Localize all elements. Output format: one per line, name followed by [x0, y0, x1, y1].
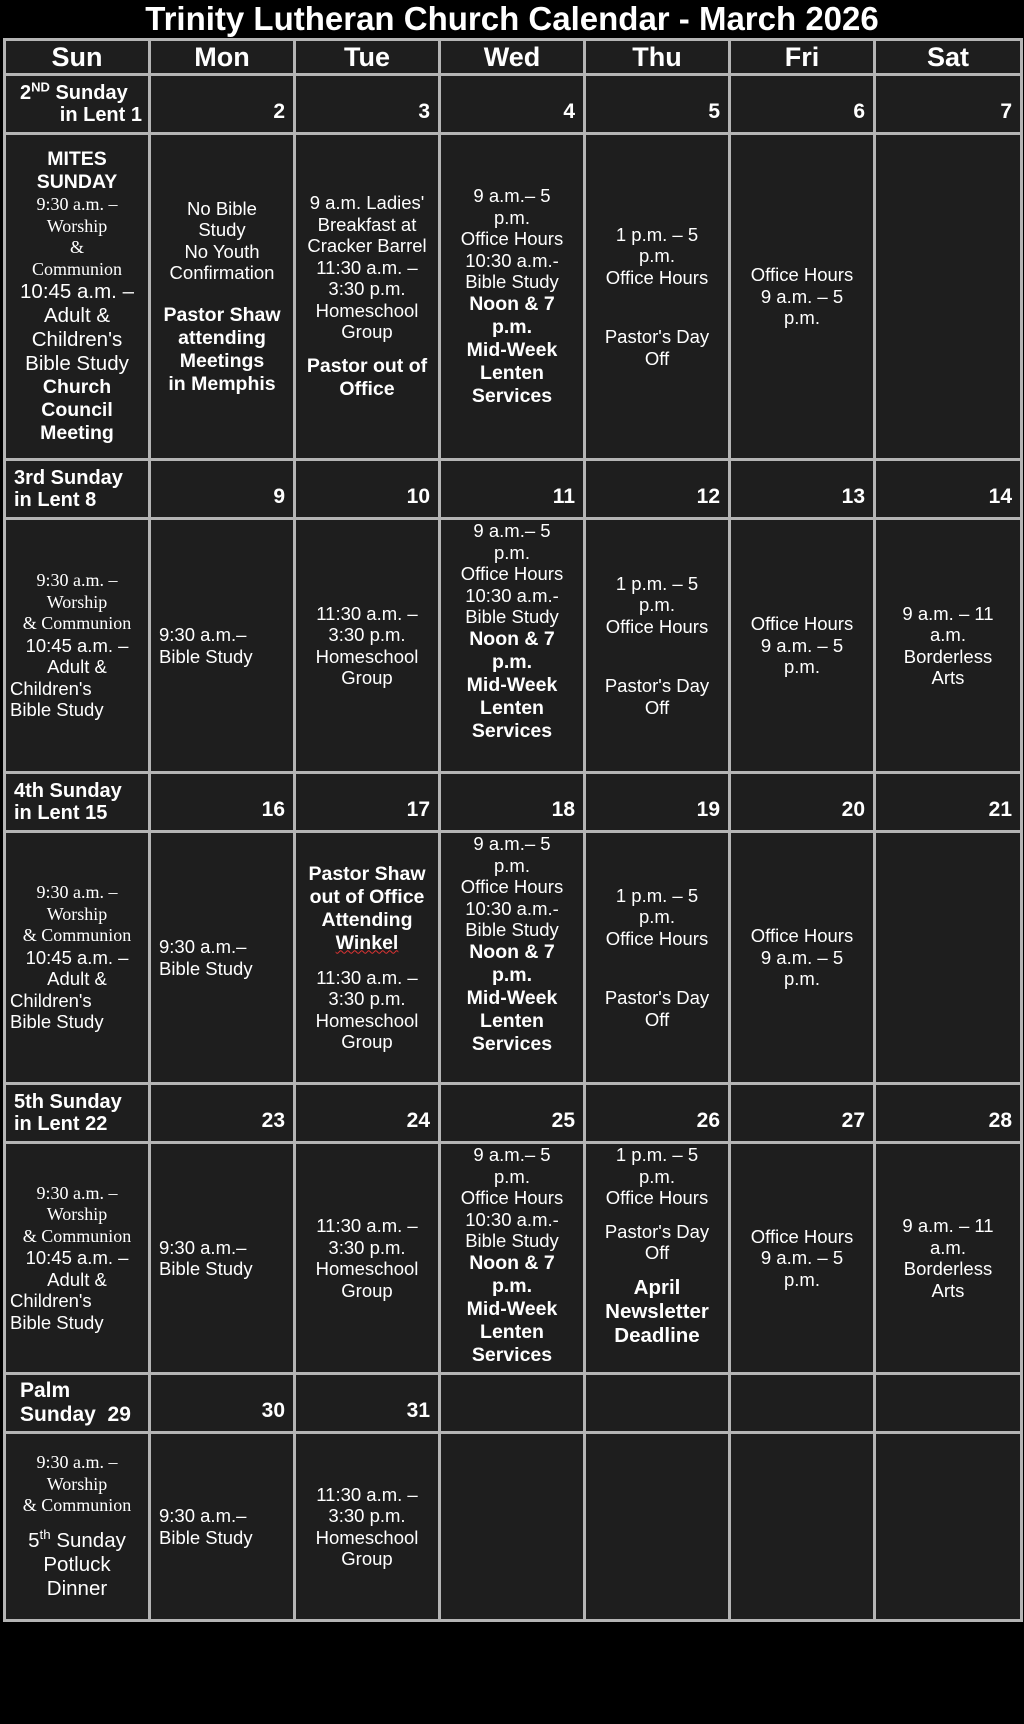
event-line: Children's [10, 677, 92, 699]
day-cell-21 [875, 832, 1022, 1084]
event-line: Bible Study [159, 957, 253, 979]
day-cell-10 [295, 519, 440, 773]
event-line: 10:45 a.m. – [25, 946, 129, 968]
sunday-label [5, 773, 150, 832]
event-line: Meeting [40, 422, 114, 444]
week-4-events [5, 1143, 1022, 1374]
event-line: 9:30 a.m. – [36, 1182, 118, 1203]
event-line: Children's [10, 1290, 92, 1312]
spacer [586, 637, 728, 675]
event-line: 1 p.m. – 5 [615, 572, 699, 594]
event-line: 1 p.m. – 5 [615, 884, 699, 906]
event-line: Cracker Barrel [307, 235, 427, 257]
event-line: Homeschool [315, 1009, 419, 1031]
sunday-label-line2: in Lent 22 [14, 1113, 108, 1135]
day-cell-14 [875, 519, 1022, 773]
event-line: 10:45 a.m. – [25, 1247, 129, 1269]
sunday-label-line1: 4th Sunday [14, 780, 122, 802]
date-number: 9 [150, 460, 295, 519]
date-number: 13 [730, 460, 875, 519]
date-number: 23 [150, 1084, 295, 1143]
event-line: p.m. [784, 307, 820, 329]
event-line: Office Hours [750, 925, 854, 947]
day-cell-empty [440, 1433, 585, 1621]
event-line: Lenten [480, 696, 544, 719]
day-cell-2 [150, 134, 295, 460]
event-line: & Communion [22, 925, 132, 946]
day-cell-19 [585, 832, 730, 1084]
event-line: Lenten [480, 1009, 544, 1032]
event-line: Office Hours [750, 1225, 854, 1247]
event-line: 3:30 p.m. [328, 624, 406, 645]
event-line: Office Hours [460, 228, 564, 250]
day-cell-3 [295, 134, 440, 460]
date-number: 16 [150, 773, 295, 832]
event-line: 11:30 a.m. – [316, 256, 418, 278]
event-line: p.m. [494, 1165, 530, 1187]
sunday-label-line1: Palm [20, 1379, 71, 1402]
event-line: Pastor's Day [604, 1220, 710, 1242]
date-number: 31 [295, 1374, 440, 1433]
event-line: Office Hours [460, 876, 564, 897]
event-line: Bible Study [10, 1011, 104, 1033]
event-line: 5th Sunday [28, 1526, 126, 1552]
day-cell-23 [150, 1143, 295, 1374]
event-line: Group [341, 1279, 393, 1301]
event-line: 9 a.m. – 11 [902, 1215, 994, 1236]
event-line: a.m. [930, 624, 966, 645]
event-line: Office Hours [605, 266, 709, 288]
event-line: 9 a.m.– 5 [473, 520, 551, 541]
event-line: 9 a.m.– 5 [473, 833, 551, 854]
event-line: Noon & 7 [469, 1251, 555, 1274]
event-line: Mid-Week [466, 1297, 558, 1320]
date-number: 2 [150, 75, 295, 134]
sunday-label [5, 460, 150, 519]
week-5-dates [5, 1374, 1022, 1433]
day-cell-6 [730, 134, 875, 460]
event-line: Adult & [47, 656, 107, 678]
day-cell-9 [150, 519, 295, 773]
day-cell-20 [730, 832, 875, 1084]
weekday-tue: Tue [295, 40, 440, 75]
event-line: p.m. [494, 541, 530, 563]
event-line: 9 a.m. – 5 [760, 1247, 844, 1269]
event-line: 9:30 a.m. – [36, 1452, 118, 1473]
event-line: 11:30 a.m. – [316, 966, 418, 988]
day-cell-11 [440, 519, 585, 773]
event-line: p.m. [784, 968, 820, 990]
spacer [6, 1517, 148, 1529]
event-line: Worship [46, 591, 108, 612]
spacer [586, 288, 728, 326]
event-line: Bible Study [159, 1258, 253, 1279]
event-line: p.m. [494, 854, 530, 876]
event-line: 10:30 a.m.- [465, 249, 559, 271]
day-cell-16 [150, 832, 295, 1084]
event-line: SUNDAY [36, 171, 118, 193]
event-line: Children's [31, 328, 123, 351]
week-1-dates [5, 75, 1022, 134]
day-cell-empty [730, 1433, 875, 1621]
weekday-thu: Thu [585, 40, 730, 75]
event-line: Group [341, 1548, 393, 1569]
day-cell-18 [440, 832, 585, 1084]
spacer [151, 284, 293, 304]
date-number: 4 [440, 75, 585, 134]
spacer [586, 1209, 728, 1221]
event-line: Adult & [47, 1268, 107, 1290]
week-4-dates [5, 1084, 1022, 1143]
event-line: Homeschool [315, 1526, 419, 1548]
week-3-dates [5, 773, 1022, 832]
event-line: Breakfast at [317, 213, 417, 235]
event-line: Arts [931, 667, 965, 688]
date-number: 12 [585, 460, 730, 519]
event-line [296, 932, 438, 955]
day-cell-17 [295, 832, 440, 1084]
week-1-events [5, 134, 1022, 460]
weekday-mon: Mon [150, 40, 295, 75]
week-3-events [5, 832, 1022, 1084]
event-line: 1 p.m. – 5 [615, 223, 699, 245]
event-line: Services [471, 1032, 553, 1055]
date-number: 6 [730, 75, 875, 134]
date-number: 28 [875, 1084, 1022, 1143]
sunday-label-line1: 3rd Sunday [14, 467, 123, 489]
event-line: & Communion [22, 613, 132, 634]
event-line: No Youth [184, 240, 260, 262]
event-line: Arts [931, 1279, 965, 1301]
event-line: p.m. [494, 206, 530, 228]
date-number: 30 [150, 1374, 295, 1433]
sunday-label-line2: Sunday 29 [20, 1403, 131, 1426]
event-line: Adult & [43, 304, 111, 327]
day-cell-29 [5, 1433, 150, 1621]
event-line: Dinner [46, 1576, 108, 1600]
event-line: Group [341, 321, 393, 343]
date-number: 18 [440, 773, 585, 832]
event-line: Pastor's Day [604, 326, 710, 348]
event-line: Homeschool [315, 645, 419, 667]
weekday-fri: Fri [730, 40, 875, 75]
sunday-label [5, 1374, 150, 1433]
event-line: 11:30 a.m. – [316, 602, 418, 624]
week-2-events [5, 519, 1022, 773]
event-line: p.m. [784, 1268, 820, 1290]
date-number: 17 [295, 773, 440, 832]
event-line: Potluck [43, 1552, 111, 1576]
event-line: Borderless [903, 645, 993, 667]
event-line: 3:30 p.m. [328, 1236, 406, 1258]
date-number [440, 1374, 585, 1433]
event-line: Noon & 7 [469, 940, 555, 963]
event-line: 10:30 a.m.- [465, 1208, 559, 1230]
event-line: & Communion [22, 1225, 132, 1246]
event-line: 9:30 a.m.– [159, 1505, 247, 1526]
spacer [296, 955, 438, 967]
event-line: p.m. [491, 1274, 533, 1297]
event-line: Office Hours [605, 615, 709, 637]
event-line: Mid-Week [466, 986, 558, 1009]
date-number: 20 [730, 773, 875, 832]
event-line: Worship [46, 903, 108, 924]
event-line: 9 a.m. – 11 [902, 602, 994, 624]
event-line: Bible Study [10, 1311, 104, 1333]
event-line: Meetings [179, 349, 265, 372]
event-line: Services [471, 1343, 553, 1366]
weekday-header-row [5, 40, 1022, 75]
event-line: 3:30 p.m. [328, 988, 406, 1009]
event-line: Study [198, 219, 246, 240]
event-line: 11:30 a.m. – [316, 1215, 418, 1236]
event-line: Lenten [480, 1320, 544, 1343]
event-line: p.m. [491, 650, 533, 673]
calendar-title: Trinity Lutheran Church Calendar - March 2026 [145, 0, 879, 37]
weekday-sun: Sun [5, 40, 150, 75]
event-line: Bible Study [465, 606, 559, 627]
spacer [586, 1264, 728, 1276]
date-number: 5 [585, 75, 730, 134]
event-line: 9 a.m. – 5 [760, 634, 844, 656]
event-line: 3:30 p.m. [328, 278, 406, 300]
event-line: 9 a.m. – 5 [760, 285, 844, 307]
date-number: 11 [440, 460, 585, 519]
day-cell-31 [295, 1433, 440, 1621]
day-cell-27 [730, 1143, 875, 1374]
event-line: 9 a.m.– 5 [473, 185, 551, 207]
day-cell-25 [440, 1143, 585, 1374]
day-cell-7 [875, 134, 1022, 460]
date-number [730, 1374, 875, 1433]
sunday-label-line1: 2ND Sunday [20, 79, 128, 104]
day-cell-15 [5, 832, 150, 1084]
date-number: 24 [295, 1084, 440, 1143]
event-line: Bible Study [465, 1230, 559, 1251]
sunday-label-line2: in Lent 8 [14, 489, 97, 511]
event-line: Bible Study [159, 645, 253, 667]
event-line: p.m. [639, 1165, 675, 1187]
date-number [875, 1374, 1022, 1433]
event-line: No Bible [187, 197, 257, 219]
day-cell-26 [585, 1143, 730, 1374]
event-line: Off [644, 347, 670, 369]
event-line: Bible Study [10, 699, 104, 721]
day-cell-1 [5, 134, 150, 460]
day-cell-empty [875, 1433, 1022, 1621]
event-line: 9 a.m.– 5 [473, 1144, 551, 1165]
event-line: Homeschool [315, 1258, 419, 1279]
date-number [585, 1374, 730, 1433]
date-number: 19 [585, 773, 730, 832]
event-line: 11:30 a.m. – [316, 1483, 418, 1505]
event-line: 9:30 a.m. – [36, 194, 118, 214]
event-line: Attending [321, 908, 413, 931]
event-line: Council [41, 399, 113, 421]
event-line: in Memphis [168, 372, 276, 395]
event-line: out of Office [309, 885, 425, 908]
week-5-events [5, 1433, 1022, 1621]
event-line: Pastor's Day [604, 675, 710, 697]
event-line: Services [471, 384, 553, 407]
event-line: Borderless [903, 1258, 993, 1279]
weekday-wed: Wed [440, 40, 585, 75]
event-line: Pastor Shaw [308, 862, 426, 885]
day-cell-5 [585, 134, 730, 460]
weekday-sat: Sat [875, 40, 1022, 75]
event-line: Bible Study [465, 271, 559, 293]
event-line: 9 a.m. Ladies' [309, 192, 425, 214]
date-number: 14 [875, 460, 1022, 519]
event-line: Noon & 7 [469, 292, 555, 315]
event-line: 9 a.m. – 5 [760, 946, 844, 968]
event-line: p.m. [491, 963, 533, 986]
event-line: Off [644, 1242, 670, 1263]
day-cell-24 [295, 1143, 440, 1374]
event-line: Office Hours [750, 613, 854, 635]
event-line: p.m. [639, 245, 675, 267]
event-line: p.m. [491, 315, 533, 338]
calendar-grid [3, 38, 1023, 1622]
event-line: Children's [10, 989, 92, 1011]
event-line: Deadline [614, 1323, 700, 1347]
event-line: Office [339, 377, 395, 400]
event-line: 9:30 a.m. – [36, 882, 118, 903]
event-line: Off [644, 696, 670, 718]
event-line: Confirmation [169, 262, 275, 283]
date-number: 27 [730, 1084, 875, 1143]
sunday-label-line1: 5th Sunday [14, 1091, 122, 1113]
event-line: Lenten [480, 361, 544, 384]
event-line: 1 p.m. – 5 [615, 1144, 699, 1165]
event-line: Services [471, 719, 553, 742]
event-line: Off [644, 1008, 670, 1030]
event-line: Bible Study [465, 919, 559, 940]
sunday-label-line2: in Lent 15 [14, 802, 108, 824]
event-line: Group [341, 1031, 393, 1052]
date-number: 21 [875, 773, 1022, 832]
event-line: 9:30 a.m.– [159, 624, 247, 645]
sunday-label [5, 1084, 150, 1143]
date-number: 7 [875, 75, 1022, 134]
event-line: 9:30 a.m.– [159, 936, 247, 957]
event-line: Worship [46, 215, 108, 236]
sunday-label [5, 75, 150, 134]
event-line: Office Hours [605, 927, 709, 949]
event-line: 10:45 a.m. – [20, 280, 134, 303]
event-line: Pastor Shaw [163, 303, 281, 326]
spacer [586, 949, 728, 987]
event-line: Group [341, 667, 393, 688]
event-line: MITES [47, 148, 107, 170]
event-line: & Communion [22, 1495, 132, 1516]
date-number: 10 [295, 460, 440, 519]
day-cell-empty [585, 1433, 730, 1621]
date-number: 25 [440, 1084, 585, 1143]
event-line: & [69, 237, 84, 257]
event-line: Worship [46, 1473, 108, 1494]
event-line: Newsletter [605, 1299, 709, 1323]
event-line: Bible Study [25, 352, 129, 375]
event-line: Mid-Week [466, 673, 558, 696]
event-line: p.m. [639, 906, 675, 928]
spellcheck-word: Winkel [335, 931, 399, 954]
event-line: 9:30 a.m.– [159, 1236, 247, 1258]
event-line: 9:30 a.m. – [36, 570, 118, 591]
event-line: 10:30 a.m.- [465, 584, 559, 606]
sunday-label-line2: in Lent 1 [59, 104, 142, 126]
event-line: 10:30 a.m.- [465, 897, 559, 919]
event-line: a.m. [930, 1236, 966, 1258]
week-2-dates [5, 460, 1022, 519]
day-cell-12 [585, 519, 730, 773]
event-line: 10:45 a.m. – [25, 634, 129, 656]
event-line: Bible Study [159, 1526, 253, 1548]
spacer [296, 343, 438, 355]
event-line: Church [42, 376, 112, 398]
day-cell-30 [150, 1433, 295, 1621]
date-number: 26 [585, 1084, 730, 1143]
day-cell-8 [5, 519, 150, 773]
event-line: attending [178, 326, 266, 349]
event-line: Noon & 7 [469, 627, 555, 650]
event-line: Office Hours [460, 563, 564, 584]
day-cell-28 [875, 1143, 1022, 1374]
event-line: p.m. [784, 656, 820, 678]
event-line: Homeschool [315, 299, 419, 321]
event-line: Office Hours [460, 1187, 564, 1208]
event-line: Office Hours [750, 264, 854, 286]
event-line: April [633, 1275, 681, 1299]
event-line: p.m. [639, 594, 675, 616]
event-line: Communion [31, 258, 122, 279]
day-cell-4 [440, 134, 585, 460]
event-line: Mid-Week [466, 338, 558, 361]
event-line: Pastor's Day [604, 987, 710, 1009]
event-line: Pastor out of [306, 354, 428, 377]
event-line: Office Hours [605, 1187, 709, 1208]
event-line: Adult & [47, 968, 107, 990]
day-cell-13 [730, 519, 875, 773]
event-line: Worship [46, 1204, 108, 1225]
event-line: 3:30 p.m. [328, 1505, 406, 1526]
date-number: 3 [295, 75, 440, 134]
day-cell-22 [5, 1143, 150, 1374]
